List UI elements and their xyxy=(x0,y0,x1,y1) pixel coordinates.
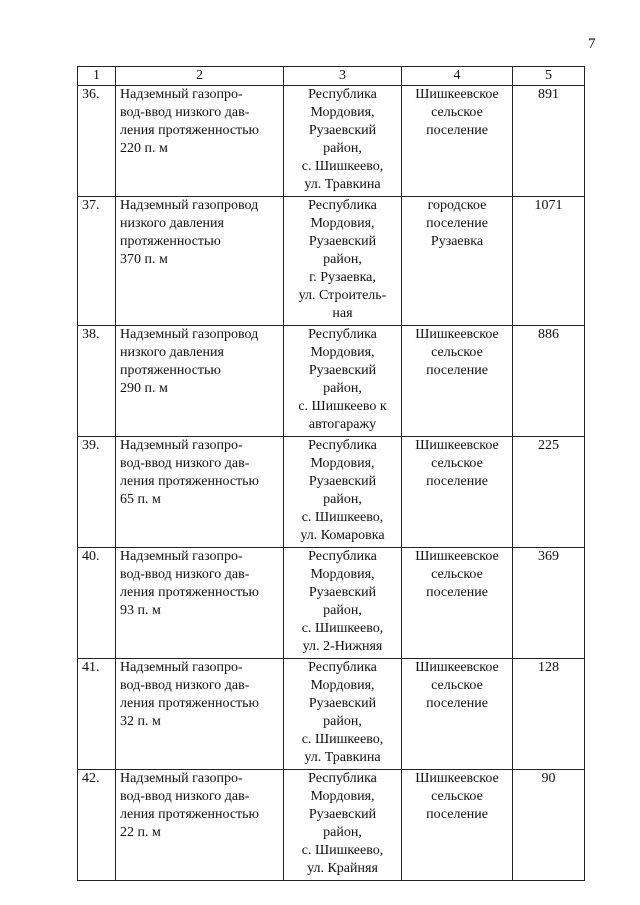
row-number: 40. xyxy=(78,548,116,659)
object-address: Республика Мордовия, Рузаевский район, г. Рузаевка, ул. Строитель- ная xyxy=(284,197,402,326)
object-name: Надземный газопро- вод-ввод низкого дав- ления протяженностью 32 п. м xyxy=(116,659,284,770)
object-value: 128 xyxy=(513,659,585,770)
settlement-name: Шишкеевское сельское поселение xyxy=(402,548,513,659)
table-row xyxy=(78,326,585,437)
object-value: 225 xyxy=(513,437,585,548)
row-number: 41. xyxy=(78,659,116,770)
settlement-name: Шишкеевское сельское поселение xyxy=(402,659,513,770)
column-header-4: 4 xyxy=(402,67,513,86)
settlement-name: Шишкеевское сельское поселение xyxy=(402,86,513,197)
table-row xyxy=(78,197,585,326)
settlement-name: Шишкеевское сельское поселение xyxy=(402,326,513,437)
object-name: Надземный газопро- вод-ввод низкого дав- ления протяженностью 220 п. м xyxy=(116,86,284,197)
row-number: 36. xyxy=(78,86,116,197)
object-value: 886 xyxy=(513,326,585,437)
object-name: Надземный газопро- вод-ввод низкого дав- ления протяженностью 93 п. м xyxy=(116,548,284,659)
object-address: Республика Мордовия, Рузаевский район, с. Шишкеево к автогаражу xyxy=(284,326,402,437)
object-address: Республика Мордовия, Рузаевский район, с. Шишкеево, ул. Травкина xyxy=(284,659,402,770)
object-value: 1071 xyxy=(513,197,585,326)
object-name: Надземный газопровод низкого давления протяженностью 370 п. м xyxy=(116,197,284,326)
object-address: Республика Мордовия, Рузаевский район, с. Шишкеево, ул. Крайняя xyxy=(284,770,402,881)
page-number: 7 xyxy=(588,36,596,52)
table-header-row xyxy=(78,67,585,86)
settlement-name: Шишкеевское сельское поселение xyxy=(402,437,513,548)
table-row xyxy=(78,548,585,659)
row-number: 37. xyxy=(78,197,116,326)
object-address: Республика Мордовия, Рузаевский район, с. Шишкеево, ул. Травкина xyxy=(284,86,402,197)
settlement-name: городское поселение Рузаевка xyxy=(402,197,513,326)
row-number: 39. xyxy=(78,437,116,548)
object-value: 369 xyxy=(513,548,585,659)
table-row xyxy=(78,86,585,197)
row-number: 38. xyxy=(78,326,116,437)
row-number: 42. xyxy=(78,770,116,881)
column-header-1: 1 xyxy=(78,67,116,86)
object-address: Республика Мордовия, Рузаевский район, с. Шишкеево, ул. 2-Нижняя xyxy=(284,548,402,659)
object-name: Надземный газопро- вод-ввод низкого дав- ления протяженностью 65 п. м xyxy=(116,437,284,548)
table-row xyxy=(78,659,585,770)
object-address: Республика Мордовия, Рузаевский район, с. Шишкеево, ул. Комаровка xyxy=(284,437,402,548)
column-header-5: 5 xyxy=(513,67,585,86)
object-name: Надземный газопро- вод-ввод низкого дав- ления протяженностью 22 п. м xyxy=(116,770,284,881)
column-header-3: 3 xyxy=(284,67,402,86)
objects-table xyxy=(77,66,585,881)
table-row xyxy=(78,437,585,548)
object-name: Надземный газопровод низкого давления протяженностью 290 п. м xyxy=(116,326,284,437)
settlement-name: Шишкеевское сельское поселение xyxy=(402,770,513,881)
table-row xyxy=(78,770,585,881)
column-header-2: 2 xyxy=(116,67,284,86)
object-value: 891 xyxy=(513,86,585,197)
object-value: 90 xyxy=(513,770,585,881)
